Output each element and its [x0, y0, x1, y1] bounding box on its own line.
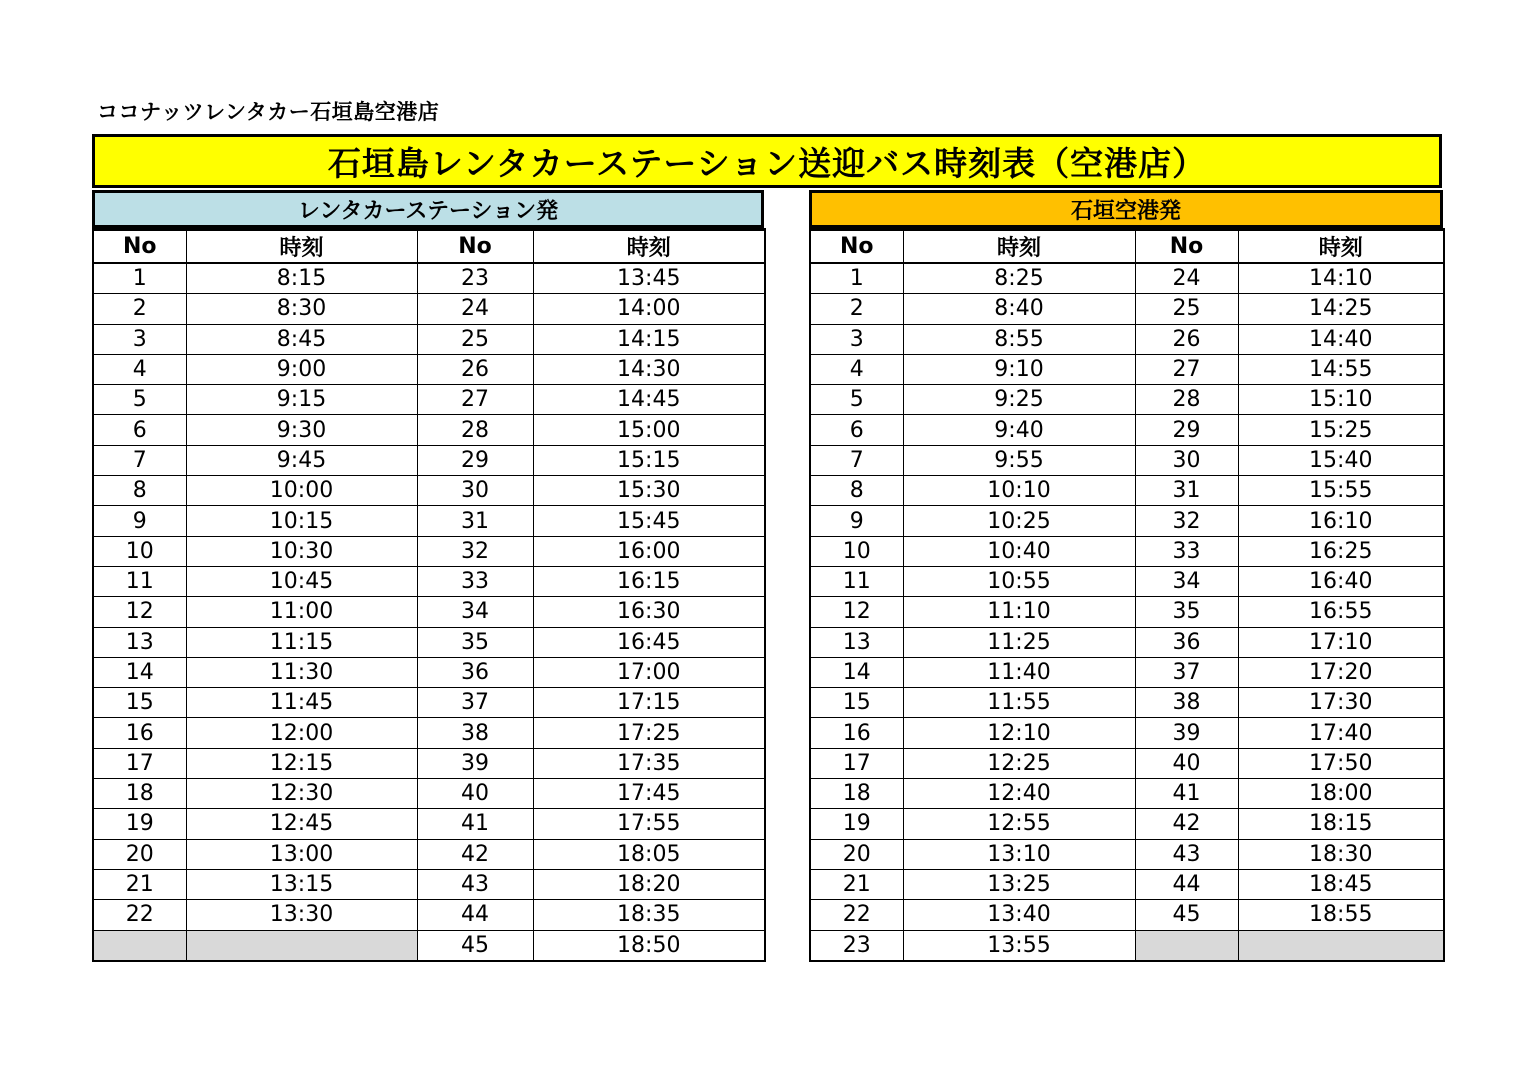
cell-no: 42 — [417, 839, 533, 869]
cell-time — [186, 930, 417, 961]
cell-time: 17:35 — [533, 748, 765, 778]
cell-time: 9:55 — [903, 445, 1135, 475]
cell-time: 9:25 — [903, 385, 1135, 415]
cell-time: 9:45 — [186, 445, 417, 475]
panel-header-from-station: レンタカーステーション発 — [92, 190, 764, 228]
cell-time: 11:55 — [903, 688, 1135, 718]
cell-no: 31 — [1135, 476, 1238, 506]
cell-time: 13:55 — [903, 930, 1135, 961]
table-row — [93, 445, 765, 475]
cell-time: 13:30 — [186, 900, 417, 930]
cell-time: 15:15 — [533, 445, 765, 475]
cell-time: 17:15 — [533, 688, 765, 718]
cell-no: 28 — [1135, 385, 1238, 415]
cell-no: 15 — [810, 688, 903, 718]
cell-time: 10:45 — [186, 566, 417, 596]
cell-no: 25 — [417, 324, 533, 354]
cell-no — [1135, 930, 1238, 961]
table-row — [810, 748, 1444, 778]
table-row — [810, 627, 1444, 657]
table-row — [93, 536, 765, 566]
cell-no: 8 — [810, 476, 903, 506]
cell-no: 26 — [417, 354, 533, 384]
cell-no: 12 — [810, 597, 903, 627]
cell-time: 18:20 — [533, 869, 765, 899]
cell-no: 37 — [1135, 657, 1238, 687]
table-row — [810, 688, 1444, 718]
cell-time: 9:10 — [903, 354, 1135, 384]
cell-time: 18:50 — [533, 930, 765, 961]
cell-time: 9:40 — [903, 415, 1135, 445]
table-row — [810, 536, 1444, 566]
cell-no: 38 — [1135, 688, 1238, 718]
cell-no: 24 — [417, 294, 533, 324]
col-header-time: 時刻 — [186, 230, 417, 264]
cell-no: 42 — [1135, 809, 1238, 839]
cell-time: 12:55 — [903, 809, 1135, 839]
cell-no: 5 — [93, 385, 186, 415]
cell-time: 18:55 — [1238, 900, 1444, 930]
cell-no: 29 — [1135, 415, 1238, 445]
table-row — [810, 354, 1444, 384]
table-row — [93, 263, 765, 294]
table-row — [93, 506, 765, 536]
table-row — [810, 839, 1444, 869]
cell-time: 11:30 — [186, 657, 417, 687]
cell-no: 21 — [810, 869, 903, 899]
cell-no: 28 — [417, 415, 533, 445]
cell-no: 4 — [93, 354, 186, 384]
cell-no: 14 — [93, 657, 186, 687]
cell-no: 17 — [93, 748, 186, 778]
cell-time: 18:35 — [533, 900, 765, 930]
cell-time: 13:10 — [903, 839, 1135, 869]
cell-time: 17:40 — [1238, 718, 1444, 748]
cell-time: 9:00 — [186, 354, 417, 384]
cell-no: 37 — [417, 688, 533, 718]
cell-no: 16 — [93, 718, 186, 748]
cell-no: 9 — [93, 506, 186, 536]
panel-header-from-airport: 石垣空港発 — [809, 190, 1443, 228]
cell-no: 45 — [1135, 900, 1238, 930]
table-row — [810, 869, 1444, 899]
col-header-time: 時刻 — [1238, 230, 1444, 264]
table-header-row — [810, 230, 1444, 264]
cell-time: 14:40 — [1238, 324, 1444, 354]
table-row — [93, 476, 765, 506]
table-row — [810, 566, 1444, 596]
table-row — [93, 597, 765, 627]
table-row — [93, 748, 765, 778]
cell-no: 21 — [93, 869, 186, 899]
cell-time: 14:30 — [533, 354, 765, 384]
cell-time: 16:40 — [1238, 566, 1444, 596]
cell-time: 10:40 — [903, 536, 1135, 566]
cell-no: 40 — [1135, 748, 1238, 778]
cell-no: 35 — [1135, 597, 1238, 627]
cell-no: 27 — [1135, 354, 1238, 384]
table-row — [93, 354, 765, 384]
cell-time: 17:25 — [533, 718, 765, 748]
cell-time: 15:30 — [533, 476, 765, 506]
col-header-time: 時刻 — [533, 230, 765, 264]
table-row — [810, 445, 1444, 475]
table-row — [810, 809, 1444, 839]
timetable-from-station — [92, 228, 766, 962]
cell-no: 45 — [417, 930, 533, 961]
cell-time — [1238, 930, 1444, 961]
table-row — [810, 900, 1444, 930]
cell-no: 27 — [417, 385, 533, 415]
cell-time: 13:00 — [186, 839, 417, 869]
col-header-no: No — [1135, 230, 1238, 264]
cell-time: 10:15 — [186, 506, 417, 536]
table-row — [93, 324, 765, 354]
table-row — [93, 718, 765, 748]
panel-from-airport — [809, 190, 1445, 962]
cell-no: 43 — [417, 869, 533, 899]
cell-time: 16:55 — [1238, 597, 1444, 627]
cell-time: 16:45 — [533, 627, 765, 657]
col-header-no: No — [810, 230, 903, 264]
cell-time: 14:00 — [533, 294, 765, 324]
cell-time: 17:45 — [533, 779, 765, 809]
cell-time: 17:10 — [1238, 627, 1444, 657]
table-row — [93, 869, 765, 899]
cell-time: 14:45 — [533, 385, 765, 415]
timetable-title: 石垣島レンタカーステーション送迎バス時刻表（空港店） — [92, 134, 1442, 188]
cell-no: 8 — [93, 476, 186, 506]
cell-time: 13:40 — [903, 900, 1135, 930]
table-row — [93, 779, 765, 809]
cell-no: 2 — [810, 294, 903, 324]
cell-no: 1 — [810, 263, 903, 294]
cell-time: 8:40 — [903, 294, 1135, 324]
cell-no: 19 — [93, 809, 186, 839]
cell-no: 39 — [417, 748, 533, 778]
table-row — [93, 809, 765, 839]
cell-time: 11:00 — [186, 597, 417, 627]
cell-time: 11:40 — [903, 657, 1135, 687]
cell-no: 18 — [93, 779, 186, 809]
cell-no: 39 — [1135, 718, 1238, 748]
cell-time: 14:55 — [1238, 354, 1444, 384]
cell-no: 23 — [417, 263, 533, 294]
cell-no: 43 — [1135, 839, 1238, 869]
shop-name: ココナッツレンタカー石垣島空港店 — [97, 100, 440, 124]
table-header-row — [93, 230, 765, 264]
table-row — [93, 385, 765, 415]
cell-time: 12:40 — [903, 779, 1135, 809]
cell-time: 8:15 — [186, 263, 417, 294]
cell-time: 18:00 — [1238, 779, 1444, 809]
cell-no: 41 — [1135, 779, 1238, 809]
cell-time: 15:25 — [1238, 415, 1444, 445]
cell-time: 16:25 — [1238, 536, 1444, 566]
cell-time: 14:10 — [1238, 263, 1444, 294]
col-header-no: No — [417, 230, 533, 264]
cell-time: 15:00 — [533, 415, 765, 445]
cell-time: 13:45 — [533, 263, 765, 294]
cell-no: 22 — [93, 900, 186, 930]
cell-time: 16:15 — [533, 566, 765, 596]
cell-time: 18:15 — [1238, 809, 1444, 839]
col-header-time: 時刻 — [903, 230, 1135, 264]
cell-time: 12:10 — [903, 718, 1135, 748]
cell-no: 22 — [810, 900, 903, 930]
cell-time: 10:30 — [186, 536, 417, 566]
table-row — [810, 415, 1444, 445]
cell-no: 40 — [417, 779, 533, 809]
cell-no: 25 — [1135, 294, 1238, 324]
cell-time: 16:10 — [1238, 506, 1444, 536]
cell-time: 16:00 — [533, 536, 765, 566]
cell-time: 8:45 — [186, 324, 417, 354]
cell-no: 7 — [93, 445, 186, 475]
table-row — [810, 779, 1444, 809]
cell-time: 17:20 — [1238, 657, 1444, 687]
cell-time: 10:55 — [903, 566, 1135, 596]
cell-time: 17:55 — [533, 809, 765, 839]
cell-no: 16 — [810, 718, 903, 748]
table-row — [93, 415, 765, 445]
cell-no: 1 — [93, 263, 186, 294]
cell-time: 11:25 — [903, 627, 1135, 657]
cell-time: 13:15 — [186, 869, 417, 899]
table-row — [810, 506, 1444, 536]
cell-no: 29 — [417, 445, 533, 475]
cell-no: 2 — [93, 294, 186, 324]
cell-time: 15:40 — [1238, 445, 1444, 475]
cell-no: 26 — [1135, 324, 1238, 354]
cell-time: 8:30 — [186, 294, 417, 324]
table-row — [810, 385, 1444, 415]
cell-no: 30 — [417, 476, 533, 506]
cell-no: 30 — [1135, 445, 1238, 475]
table-row — [810, 294, 1444, 324]
cell-no: 3 — [93, 324, 186, 354]
cell-no: 18 — [810, 779, 903, 809]
cell-no: 12 — [93, 597, 186, 627]
cell-time: 8:25 — [903, 263, 1135, 294]
cell-time: 10:00 — [186, 476, 417, 506]
panel-from-station — [92, 190, 766, 962]
cell-no: 13 — [810, 627, 903, 657]
cell-time: 11:15 — [186, 627, 417, 657]
cell-no: 13 — [93, 627, 186, 657]
cell-no: 33 — [417, 566, 533, 596]
cell-time: 13:25 — [903, 869, 1135, 899]
table-row — [93, 627, 765, 657]
cell-time: 12:15 — [186, 748, 417, 778]
cell-no: 10 — [810, 536, 903, 566]
cell-no: 6 — [93, 415, 186, 445]
cell-no: 36 — [417, 657, 533, 687]
cell-time: 9:15 — [186, 385, 417, 415]
cell-no: 31 — [417, 506, 533, 536]
cell-time: 18:30 — [1238, 839, 1444, 869]
cell-time: 9:30 — [186, 415, 417, 445]
cell-no: 32 — [417, 536, 533, 566]
cell-no: 34 — [417, 597, 533, 627]
cell-no: 35 — [417, 627, 533, 657]
table-row — [93, 566, 765, 596]
cell-time: 11:45 — [186, 688, 417, 718]
cell-time: 18:45 — [1238, 869, 1444, 899]
cell-time: 12:30 — [186, 779, 417, 809]
table-row — [93, 900, 765, 930]
table-row — [810, 597, 1444, 627]
cell-time: 10:10 — [903, 476, 1135, 506]
cell-time: 15:45 — [533, 506, 765, 536]
cell-no: 20 — [93, 839, 186, 869]
cell-no: 5 — [810, 385, 903, 415]
cell-no: 44 — [1135, 869, 1238, 899]
cell-no: 23 — [810, 930, 903, 961]
cell-no: 41 — [417, 809, 533, 839]
col-header-no: No — [93, 230, 186, 264]
cell-time: 12:00 — [186, 718, 417, 748]
cell-no: 36 — [1135, 627, 1238, 657]
cell-no: 7 — [810, 445, 903, 475]
table-row — [93, 688, 765, 718]
table-row — [93, 930, 765, 961]
cell-time: 15:10 — [1238, 385, 1444, 415]
cell-time: 8:55 — [903, 324, 1135, 354]
cell-no: 34 — [1135, 566, 1238, 596]
cell-time: 14:15 — [533, 324, 765, 354]
table-row — [810, 476, 1444, 506]
cell-time: 11:10 — [903, 597, 1135, 627]
cell-no: 4 — [810, 354, 903, 384]
cell-time: 10:25 — [903, 506, 1135, 536]
cell-no: 19 — [810, 809, 903, 839]
cell-time: 12:45 — [186, 809, 417, 839]
table-row — [810, 930, 1444, 961]
table-row — [93, 294, 765, 324]
cell-no: 6 — [810, 415, 903, 445]
cell-no: 10 — [93, 536, 186, 566]
cell-time: 17:30 — [1238, 688, 1444, 718]
cell-no: 11 — [93, 566, 186, 596]
cell-time: 17:00 — [533, 657, 765, 687]
table-row — [810, 263, 1444, 294]
cell-no: 24 — [1135, 263, 1238, 294]
cell-no: 33 — [1135, 536, 1238, 566]
cell-no: 14 — [810, 657, 903, 687]
cell-time: 12:25 — [903, 748, 1135, 778]
cell-no: 20 — [810, 839, 903, 869]
cell-no: 38 — [417, 718, 533, 748]
cell-time: 14:25 — [1238, 294, 1444, 324]
cell-time: 16:30 — [533, 597, 765, 627]
table-row — [810, 324, 1444, 354]
cell-no: 3 — [810, 324, 903, 354]
cell-no: 17 — [810, 748, 903, 778]
cell-time: 15:55 — [1238, 476, 1444, 506]
cell-no — [93, 930, 186, 961]
cell-no: 15 — [93, 688, 186, 718]
cell-no: 9 — [810, 506, 903, 536]
table-row — [93, 839, 765, 869]
cell-no: 44 — [417, 900, 533, 930]
cell-time: 18:05 — [533, 839, 765, 869]
cell-no: 11 — [810, 566, 903, 596]
table-row — [93, 657, 765, 687]
cell-time: 17:50 — [1238, 748, 1444, 778]
table-row — [810, 657, 1444, 687]
timetable-from-airport — [809, 228, 1445, 962]
cell-no: 32 — [1135, 506, 1238, 536]
table-row — [810, 718, 1444, 748]
